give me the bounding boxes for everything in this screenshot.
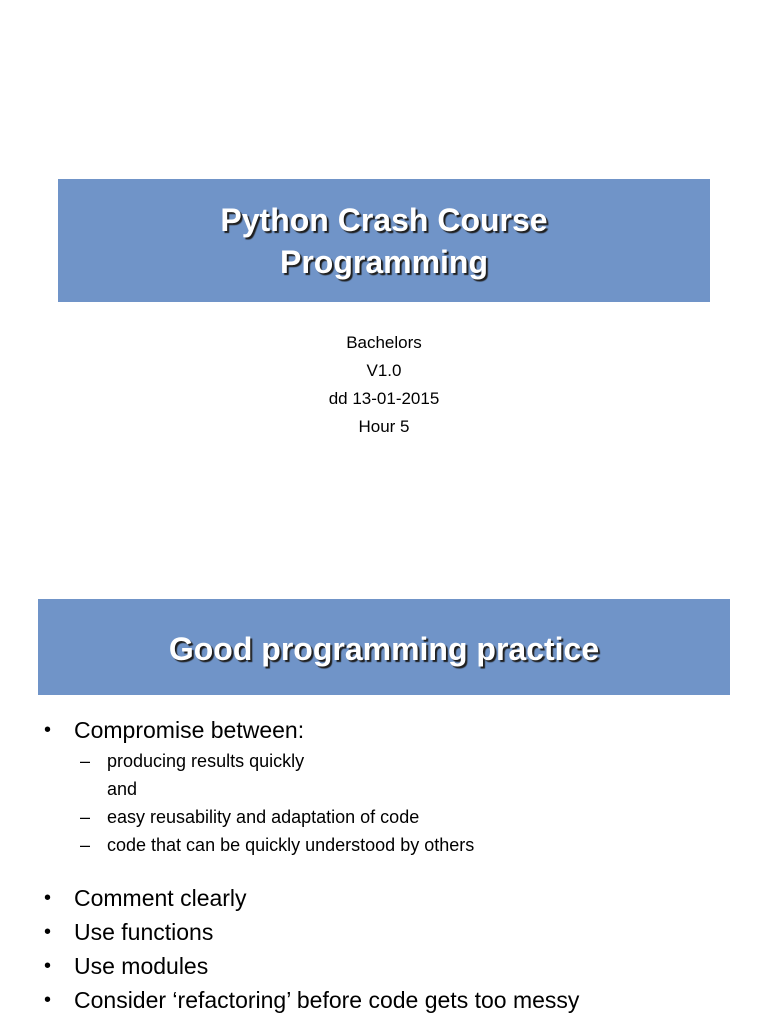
bullet-icon: •	[44, 921, 52, 943]
bullet-item-refactoring	[38, 983, 738, 1017]
bullet-icon: •	[44, 955, 52, 977]
section-banner	[38, 599, 730, 695]
sub-item-reuse	[80, 803, 738, 831]
meta-block	[0, 329, 768, 441]
dash-icon: –	[80, 835, 91, 855]
bullet-icon: •	[44, 719, 52, 741]
spacer	[38, 865, 738, 881]
bullet-list	[38, 713, 738, 1017]
bullet-item-compromise	[38, 713, 738, 747]
dash-icon: –	[80, 807, 91, 827]
bullet-icon: •	[44, 989, 52, 1011]
version-text: V1.0	[366, 361, 402, 380]
hour-text: Hour 5	[358, 417, 410, 436]
sub-item-text: producing results quickly	[107, 751, 305, 771]
section-title: Good programming practice	[168, 631, 600, 667]
bullet-item-functions	[38, 915, 738, 949]
sub-item-quickly	[80, 747, 738, 775]
bullet-text: Comment clearly	[74, 885, 247, 911]
sub-item-understood	[80, 831, 738, 859]
date-text: dd 13-01-2015	[328, 389, 440, 408]
audience-text: Bachelors	[346, 333, 422, 352]
sub-item-text: and	[107, 779, 138, 799]
bullet-text: Use modules	[74, 953, 209, 979]
title-line-1: Python Crash Course	[220, 201, 548, 238]
sub-item-text: easy reusability and adaptation of code	[107, 807, 420, 827]
bullet-text: Use functions	[74, 919, 214, 945]
sub-item-text: code that can be quickly understood by others	[107, 835, 475, 855]
sub-item-and	[107, 775, 738, 803]
bullet-item-modules	[38, 949, 738, 983]
bullet-item-comment	[38, 881, 738, 915]
bullet-text: Consider ‘refactoring’ before code gets too messy	[74, 987, 580, 1013]
title-line-2: Programming	[279, 243, 489, 280]
bullet-icon: •	[44, 887, 52, 909]
bullet-text: Compromise between:	[74, 717, 305, 743]
title-banner	[58, 179, 710, 302]
dash-icon: –	[80, 751, 91, 771]
sub-list	[38, 747, 738, 859]
